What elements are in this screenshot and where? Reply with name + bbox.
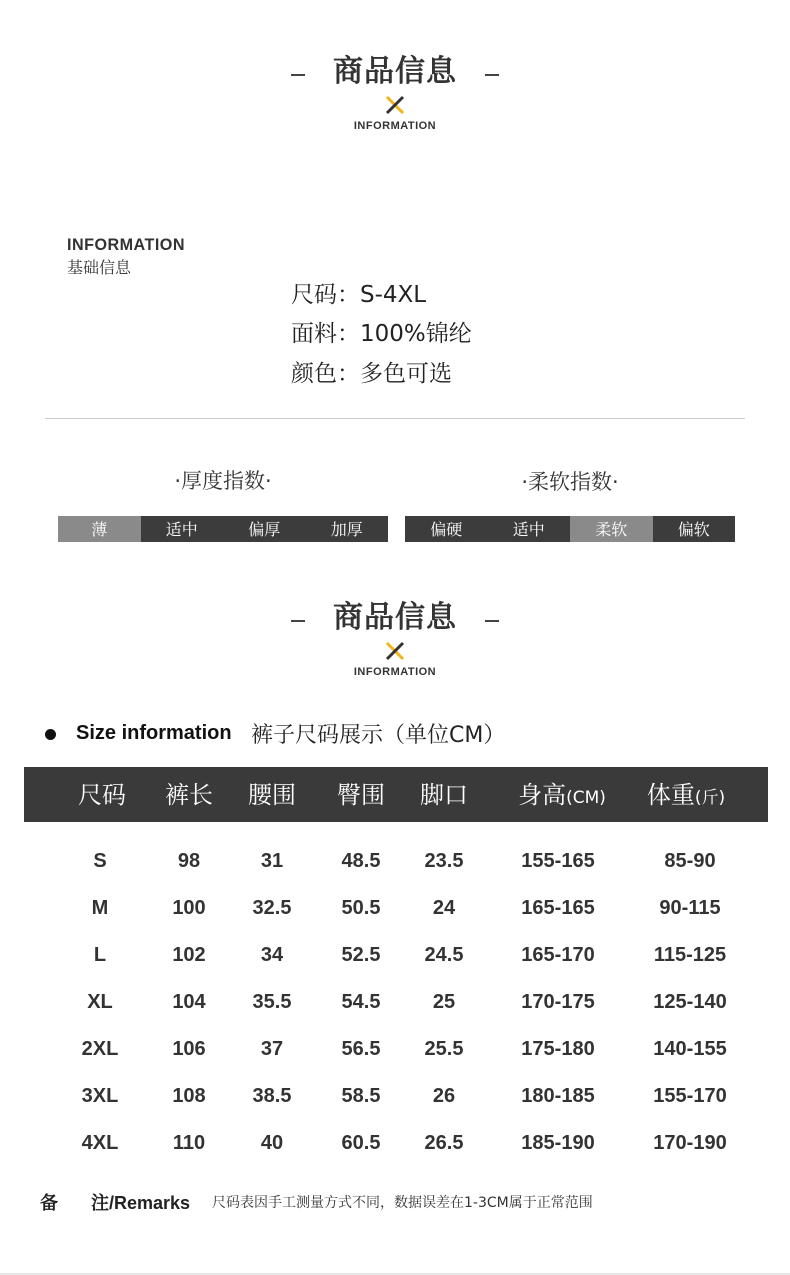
- table-cell: 165-165: [521, 897, 595, 919]
- table-cell: 26.5: [424, 1132, 464, 1154]
- divider: [45, 418, 745, 419]
- table-cell: 140-155: [653, 1038, 727, 1060]
- bullet-icon: [45, 729, 56, 740]
- cross-icon: [384, 94, 406, 116]
- spec-fabric: 面料：100%锦纶: [291, 321, 472, 347]
- table-cell: XL: [87, 991, 113, 1013]
- remarks-label-a: 备: [40, 1193, 58, 1214]
- thickness-option: 加厚: [306, 516, 389, 542]
- table-cell: 3XL: [81, 1085, 119, 1107]
- table-cell: 40: [260, 1132, 284, 1154]
- table-cell: 2XL: [81, 1038, 119, 1060]
- table-cell: 106: [172, 1038, 206, 1060]
- table-cell: 155-170: [653, 1085, 727, 1107]
- table-cell: 50.5: [341, 897, 381, 919]
- table-cell: 25: [432, 991, 456, 1013]
- table-cell: 38.5: [252, 1085, 292, 1107]
- softness-option: 适中: [488, 516, 571, 542]
- table-cell: 104: [172, 991, 206, 1013]
- size-info-label-en: Size information: [76, 722, 232, 744]
- table-cell: 155-165: [521, 850, 595, 872]
- table-cell: 56.5: [341, 1038, 381, 1060]
- table-cell: 98: [177, 850, 201, 872]
- section-subtitle: INFORMATION: [353, 666, 437, 678]
- table-cell: M: [91, 897, 109, 919]
- basic-info-label-en: INFORMATION: [67, 235, 185, 254]
- table-cell: 25.5: [424, 1038, 464, 1060]
- spec-color: 颜色：多色可选: [291, 361, 452, 387]
- spec-size: 尺码：S-4XL: [291, 282, 427, 308]
- table-cell: 23.5: [424, 850, 464, 872]
- table-cell: 170-190: [653, 1132, 727, 1154]
- softness-bar: [405, 516, 735, 542]
- table-cell: 52.5: [341, 944, 381, 966]
- softness-option: 偏硬: [405, 516, 488, 542]
- table-header-label: 臀围: [337, 781, 385, 809]
- softness-option: 偏软: [653, 516, 736, 542]
- table-cell: 115-125: [653, 944, 727, 966]
- table-cell: 185-190: [521, 1132, 595, 1154]
- section-subtitle: INFORMATION: [353, 120, 437, 132]
- table-cell: 4XL: [81, 1132, 119, 1154]
- table-cell: 102: [172, 944, 206, 966]
- table-header-unit: (CM): [566, 788, 606, 808]
- table-cell: 90-115: [659, 897, 721, 919]
- table-header-unit: (斤): [694, 788, 726, 808]
- thickness-title: ·厚度指数·: [174, 469, 272, 493]
- table-header-label: 体重: [646, 781, 695, 809]
- cross-icon: [384, 640, 406, 662]
- table-header-cell: [606, 767, 766, 827]
- table-cell: 125-140: [653, 991, 727, 1013]
- table-header-label: 脚口: [420, 781, 468, 809]
- table-cell: 37: [260, 1038, 284, 1060]
- section-title: 商品信息: [333, 54, 457, 89]
- thickness-bar: [58, 516, 388, 542]
- dash-right: [485, 620, 499, 622]
- table-cell: 175-180: [521, 1038, 595, 1060]
- section-title: 商品信息: [333, 600, 457, 635]
- table-cell: 35.5: [252, 991, 292, 1013]
- size-info-label-zh: 裤子尺码展示（单位CM）: [251, 723, 506, 748]
- table-cell: 100: [172, 897, 206, 919]
- table-header-label: 身高: [518, 781, 567, 809]
- table-cell: 165-170: [521, 944, 595, 966]
- table-cell: 60.5: [341, 1132, 381, 1154]
- table-cell: 48.5: [341, 850, 381, 872]
- table-cell: 34: [260, 944, 284, 966]
- table-header-label: 尺码: [78, 781, 126, 809]
- table-cell: 24: [432, 897, 456, 919]
- softness-title: ·柔软指数·: [521, 470, 619, 494]
- table-cell: 110: [172, 1132, 206, 1154]
- basic-info-label-zh: 基础信息: [67, 258, 132, 277]
- table-cell: 54.5: [341, 991, 381, 1013]
- table-cell: 32.5: [252, 897, 292, 919]
- section-header-size: [0, 592, 790, 678]
- table-cell: 85-90: [664, 850, 716, 872]
- table-cell: 24.5: [424, 944, 464, 966]
- thickness-option: 偏厚: [223, 516, 306, 542]
- thickness-option: 薄: [58, 516, 141, 542]
- dash-right: [485, 74, 499, 76]
- table-cell: 180-185: [521, 1085, 595, 1107]
- dash-left: [291, 74, 305, 76]
- table-header-label: 裤长: [165, 781, 213, 809]
- dash-left: [291, 620, 305, 622]
- remarks-text: 尺码表因手工测量方式不同，数据误差在1-3CM属于正常范围: [212, 1195, 593, 1211]
- table-header-label: 腰围: [248, 781, 296, 809]
- table-cell: 58.5: [341, 1085, 381, 1107]
- table-cell: S: [93, 850, 107, 872]
- table-cell: 26: [432, 1085, 456, 1107]
- softness-option: 柔软: [570, 516, 653, 542]
- table-cell: L: [93, 944, 107, 966]
- remarks-label-b: 注/Remarks: [91, 1193, 191, 1213]
- size-table-header: [24, 767, 768, 822]
- table-cell: 108: [172, 1085, 206, 1107]
- thickness-option: 适中: [141, 516, 224, 542]
- section-header-top: [0, 46, 790, 132]
- table-cell: 170-175: [521, 991, 595, 1013]
- table-cell: 31: [260, 850, 284, 872]
